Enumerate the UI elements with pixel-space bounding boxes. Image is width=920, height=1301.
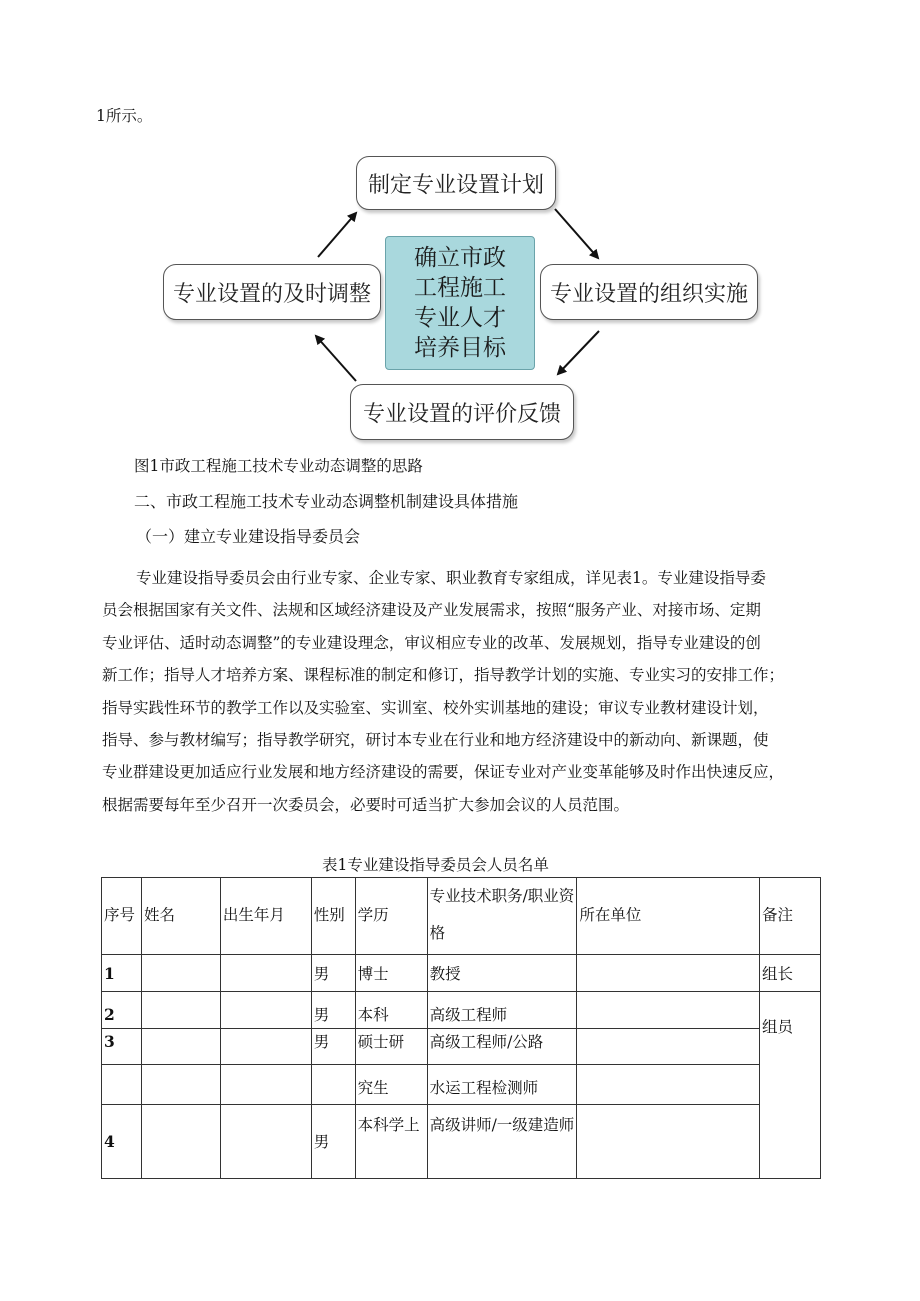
paragraph-line: 新工作；指导人才培养方案、课程标准的制定和修订，指导教学计划的实施、专业实习的安排工作； [102, 666, 785, 685]
name-cell [141, 992, 220, 1029]
education-cell: 博士 [355, 955, 427, 992]
table-row [102, 1065, 821, 1105]
paragraph-line: 指导实践性环节的教学工作以及实验室、实训室、校外实训基地的建设；审议专业教材建设计划， [102, 698, 769, 717]
header-cell: 出生年月 [220, 878, 311, 955]
name-cell [141, 955, 220, 992]
gender-cell: 男 [311, 992, 355, 1029]
center-line: 确立市政 [414, 245, 506, 271]
table-row [102, 1029, 821, 1065]
table-row [102, 992, 821, 1029]
center-goal-box [385, 236, 535, 370]
table-caption: 表1专业建设指导委员会人员名单 [322, 856, 549, 874]
paragraph-line: 专业建设指导委员会由行业专家、企业专家、职业教育专家组成，详见表1。专业建设指导委 [136, 569, 766, 587]
center-line: 工程施工 [414, 275, 506, 301]
committee-table [101, 877, 821, 1179]
birth-cell [220, 1029, 311, 1065]
table-header-row [102, 878, 821, 955]
table-row [102, 955, 821, 992]
header-cell: 所在单位 [577, 878, 760, 955]
education-cell: 硕士研 [355, 1029, 427, 1065]
header-cell: 备注 [760, 878, 821, 955]
row-number: 1 [102, 955, 142, 992]
birth-cell [220, 1105, 311, 1179]
paragraph-line: 员会根据国家有关文件、法规和区域经济建设及产业发展需求，按照“服务产业、对接市场、定期 [102, 601, 761, 620]
birth-cell [220, 1065, 311, 1105]
center-line: 培养目标 [414, 335, 506, 361]
title-cell: 高级工程师/公路 [427, 1029, 577, 1065]
header-cell: 姓名 [141, 878, 220, 955]
unit-cell [577, 1105, 760, 1179]
row-number: 2 [102, 992, 142, 1029]
title-cell: 高级工程师 [427, 992, 577, 1029]
gender-cell: 男 [311, 1105, 355, 1179]
unit-cell [577, 992, 760, 1029]
header-cell: 序号 [102, 878, 142, 955]
paragraph-line: 指导、参与教材编写；指导教学研究，研讨本专业在行业和地方经济建设中的新动向、新课题，使 [102, 731, 769, 750]
gender-cell: 男 [311, 955, 355, 992]
birth-cell [220, 955, 311, 992]
unit-cell [577, 1065, 760, 1105]
subsection-heading: （一）建立专业建设指导委员会 [136, 527, 361, 546]
paragraph-line: 根据需要每年至少召开一次委员会，必要时可适当扩大参加会议的人员范围。 [102, 795, 630, 814]
title-cell: 高级讲师/一级建造师 [427, 1105, 577, 1179]
paragraph-line: 专业评估、适时动态调整”的专业建设理念，审议相应专业的改革、发展规划，指导专业建设的创 [102, 633, 761, 652]
education-cell: 本科学上 [355, 1105, 427, 1179]
birth-cell [220, 992, 311, 1029]
title-cell: 教授 [427, 955, 577, 992]
education-cell: 本科 [355, 992, 427, 1029]
box-feedback: 专业设置的评价反馈 [350, 384, 574, 440]
header-cell: 专业技术职务/职业资格 [427, 878, 577, 955]
row-number [102, 1065, 142, 1105]
name-cell [141, 1105, 220, 1179]
name-cell [141, 1065, 220, 1105]
intro-line: 1所示。 [96, 107, 153, 125]
arrow-left-top [318, 213, 356, 257]
section-heading: 二、市政工程施工技术专业动态调整机制建设具体措施 [134, 492, 519, 511]
arrow-right-bottom [558, 331, 599, 374]
name-cell [141, 1029, 220, 1065]
gender-cell [311, 1065, 355, 1105]
box-implement: 专业设置的组织实施 [540, 264, 758, 320]
table-row [102, 1105, 821, 1179]
box-plan: 制定专业设置计划 [356, 156, 556, 210]
remark-cell: 组员 [760, 992, 821, 1179]
education-cell: 究生 [355, 1065, 427, 1105]
arrow-top-right [555, 209, 598, 258]
committee-paragraph [102, 562, 824, 821]
title-cell: 水运工程检测师 [427, 1065, 577, 1105]
box-adjust: 专业设置的及时调整 [163, 264, 381, 320]
row-number: 4 [102, 1105, 142, 1179]
gender-cell: 男 [311, 1029, 355, 1065]
arrow-bottom-left [316, 336, 356, 381]
row-number: 3 [102, 1029, 142, 1065]
unit-cell [577, 955, 760, 992]
paragraph-line: 专业群建设更加适应行业发展和地方经济建设的需要，保证专业对产业变革能够及时作出快速反应， [102, 763, 785, 782]
unit-cell [577, 1029, 760, 1065]
center-line: 专业人才 [414, 305, 506, 331]
figure-caption: 图1市政工程施工技术专业动态调整的思路 [134, 457, 423, 475]
header-cell: 性别 [311, 878, 355, 955]
remark-cell: 组长 [760, 955, 821, 992]
header-cell: 学历 [355, 878, 427, 955]
